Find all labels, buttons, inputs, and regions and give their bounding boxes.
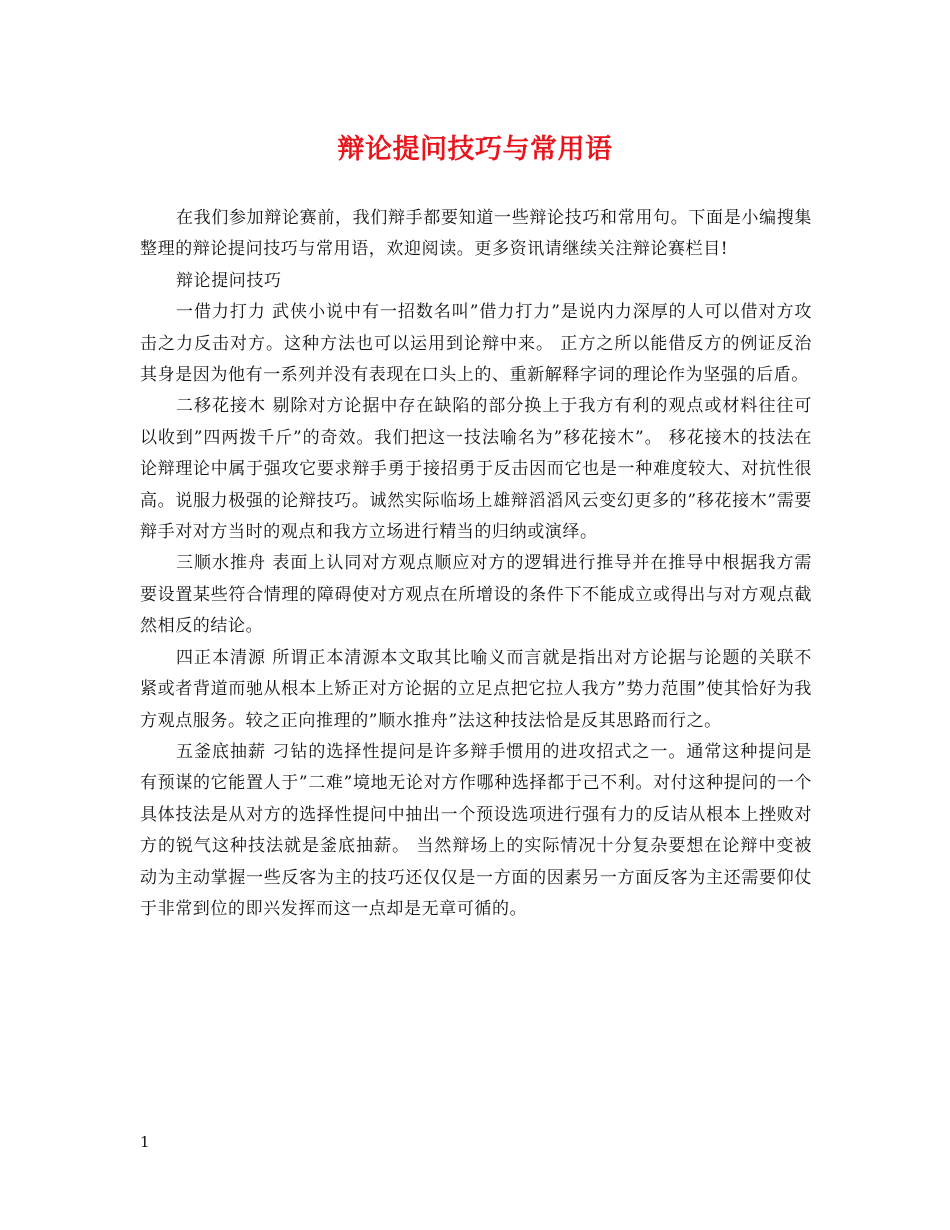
section-heading: 辩论提问技巧: [176, 270, 282, 291]
technique-paragraph-1: 一借力打力 武侠小说中有一招数名叫”借力打力”是说内力深厚的人可以借对方攻击之力反击对方。这种方法也可以运用到论辩中来。 正方之所以能借反方的例证反治其身是因为他有一系列并没有表现在口头上的、重新解释字词的理论作为坚强的后盾。: [140, 302, 812, 386]
page-number: 1: [140, 1133, 150, 1151]
technique-paragraph-5: 五釜底抽薪 刁钻的选择性提问是许多辩手惯用的进攻招式之一。通常这种提问是有预谋的它能置人于”二难”境地无论对方作哪种选择都于己不利。对付这种提问的一个具体技法是从对方的选择性提问中抽出一个预设选项进行强有力的反诘从根本上挫败对方的锐气这种技法就是釜底抽薪。 当然辩场上的实际情况十分复杂要想在论辩中变被动为主动掌握一些反客为主的技巧还仅仅是一方面的因素另一方面反客为主还需要仰仗于非常到位的即兴发挥而这一点却是无章可循的。: [140, 741, 812, 919]
technique-paragraph-3: 三顺水推舟 表面上认同对方观点顺应对方的逻辑进行推导并在推导中根据我方需要设置某些符合情理的障碍使对方观点在所增设的条件下不能成立或得出与对方观点截然相反的结论。: [140, 553, 812, 637]
technique-paragraph-2: 二移花接木 剔除对方论据中存在缺陷的部分换上于我方有利的观点或材料往往可以收到”四两拨千斤”的奇效。我们把这一技法喻名为”移花接木”。 移花接木的技法在论辩理论中属于强攻它要求辩手勇于接招勇于反击因而它也是一种难度较大、对抗性很高。说服力极强的论辩技巧。诚然实际临场上雄辩滔滔风云变幻更多的”移花接木”需要辩手对对方当时的观点和我方立场进行精当的归纳或演绎。: [140, 396, 812, 543]
technique-paragraph-4: 四正本清源 所谓正本清源本文取其比喻义而言就是指出对方论据与论题的关联不紧或者背道而驰从根本上矫正对方论据的立足点把它拉人我方”势力范围”使其恰好为我方观点服务。较之正向推理的”顺水推舟”法这种技法恰是反其思路而行之。: [140, 647, 812, 731]
document-title: 辩论提问技巧与常用语: [337, 134, 613, 165]
document-body: [140, 203, 812, 925]
intro-paragraph: 在我们参加辩论赛前，我们辩手都要知道一些辩论技巧和常用句。下面是小编搜集整理的辩论提问技巧与常用语，欢迎阅读。更多资讯请继续关注辩论赛栏目!: [140, 208, 812, 260]
